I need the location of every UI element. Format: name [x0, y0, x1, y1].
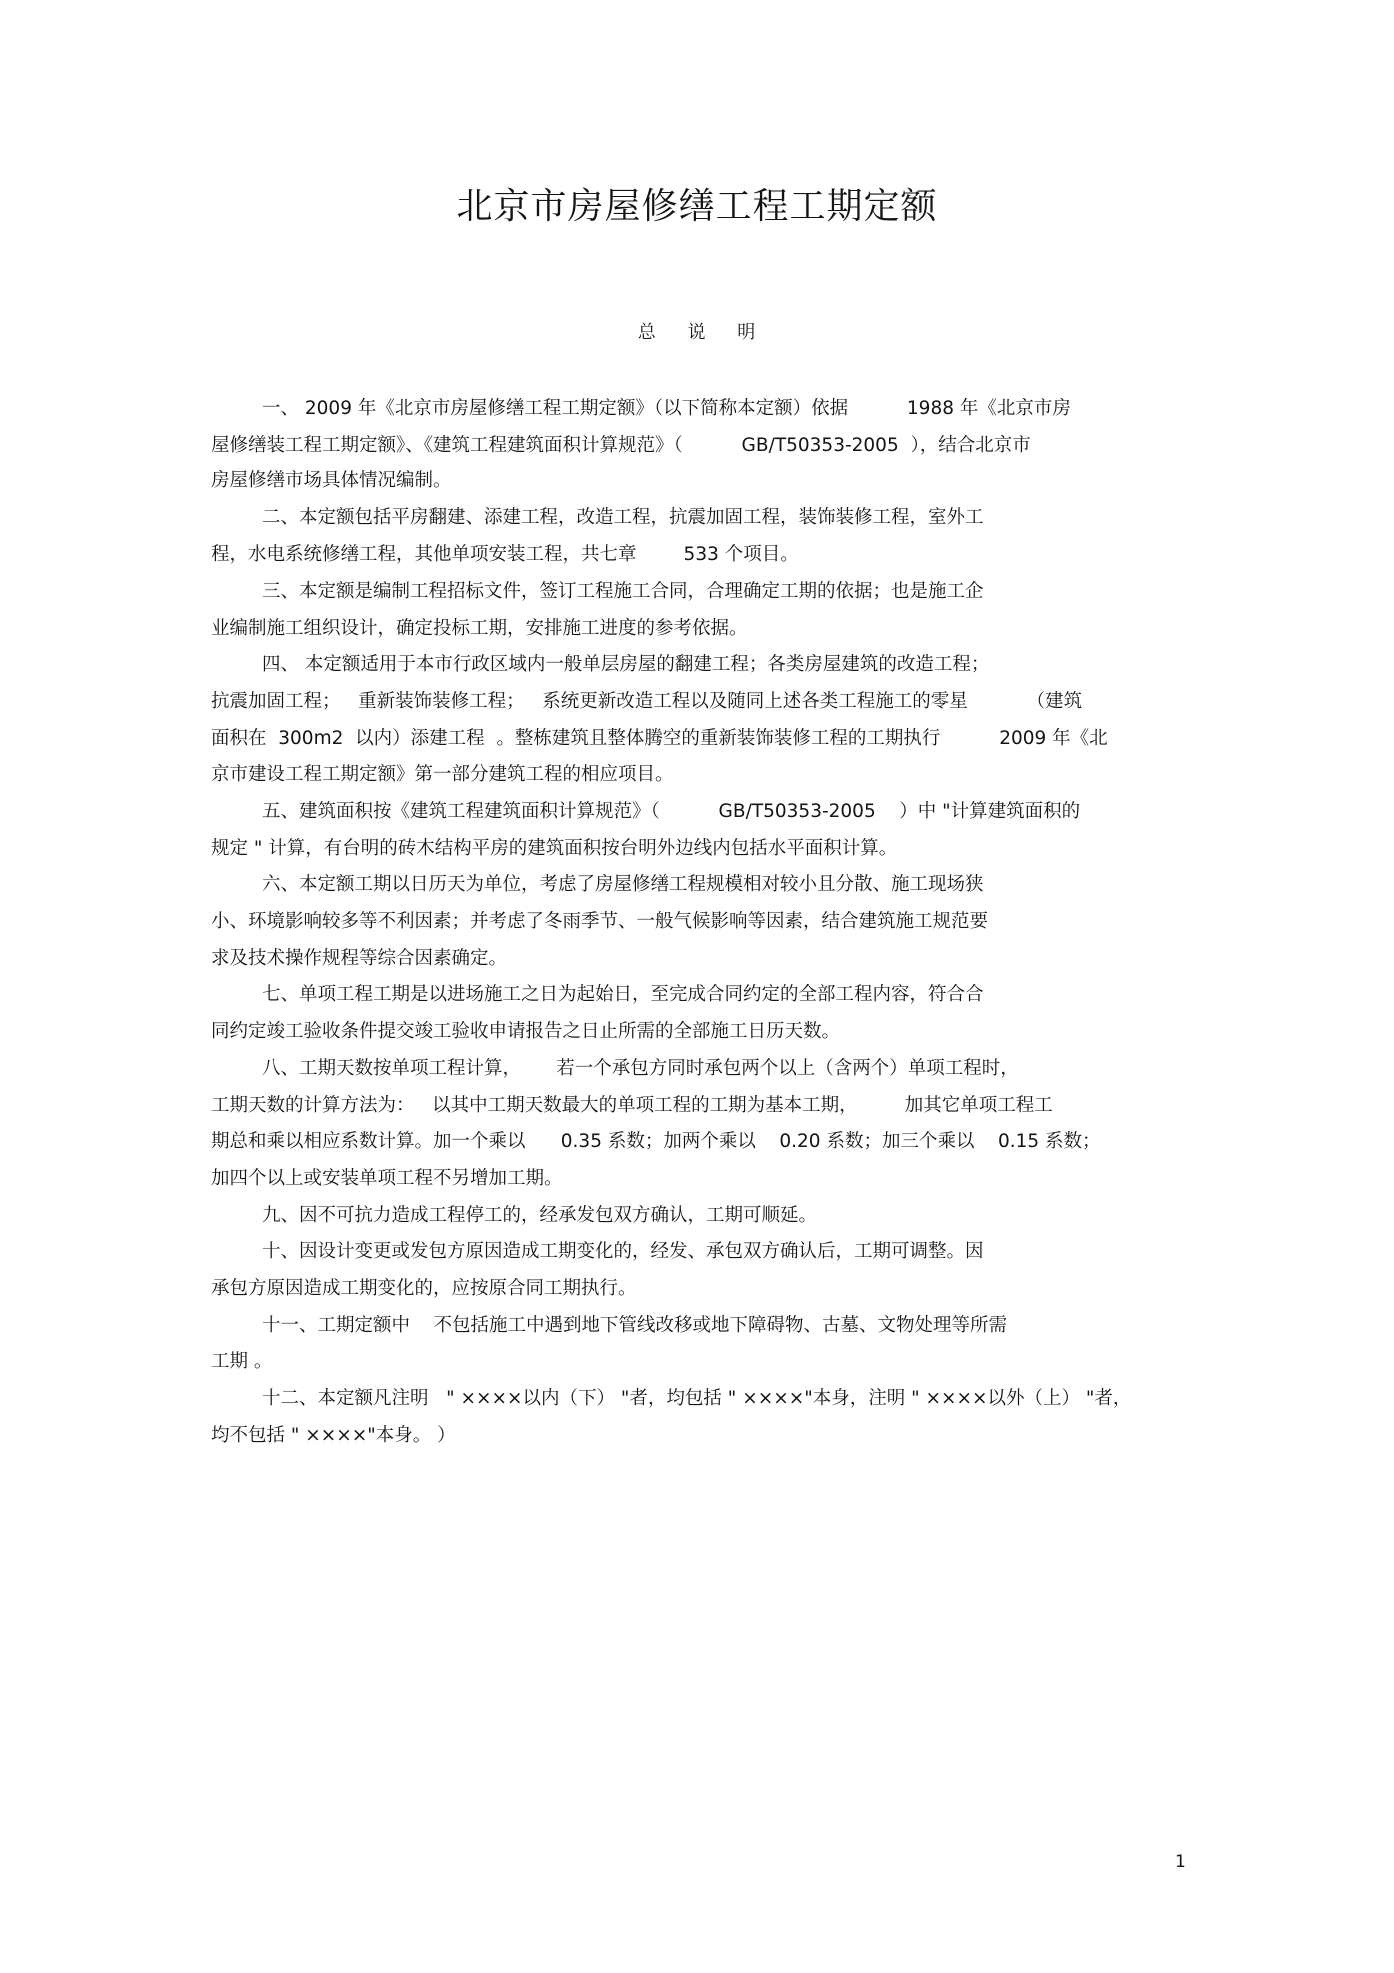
paragraph-line: 三、本定额是编制工程招标文件，签订工程施工合同，合理确定工期的依据；也是施工企	[262, 581, 984, 602]
document-title: 北京市房屋修缮工程工期定额	[456, 186, 938, 227]
paragraph-line: 五、建筑面积按《建筑工程建筑面积计算规范》（ GB/T50353-2005 ）中 "计算建筑面积的	[262, 801, 1081, 822]
paragraph-line: 求及技术操作规程等综合因素确定。	[211, 948, 508, 969]
page-number: 1	[1175, 1852, 1186, 1872]
paragraph-line: 六、本定额工期以日历天为单位，考虑了房屋修缮工程规模相对较小且分散、施工现场狭	[262, 874, 984, 895]
section-heading: 总 说 明	[637, 322, 757, 343]
paragraph-line: 四、 本定额适用于本市行政区域内一般单层房屋的翻建工程；各类房屋建筑的改造工程；	[262, 654, 990, 675]
paragraph-line: 十一、工期定额中 不包括施工中遇到地下管线改移或地下障碍物、古墓、文物处理等所需	[262, 1315, 1008, 1336]
paragraph-line: 工期 。	[211, 1351, 273, 1372]
paragraph-line: 抗震加固工程； 重新装饰装修工程； 系统更新改造工程以及随同上述各类工程施工的零星 （建筑	[211, 691, 1083, 712]
paragraph-line: 七、单项工程工期是以进场施工之日为起始日，至完成合同约定的全部工程内容，符合合	[262, 984, 984, 1005]
paragraph-line: 面积在 300m2 以内）添建工程 。整栋建筑且整体腾空的重新装饰装修工程的工期执行 2009 年《北	[211, 728, 1108, 749]
paragraph-line: 程，水电系统修缮工程，其他单项安装工程，共七章 533 个项目。	[211, 544, 799, 565]
paragraph-line: 同约定竣工验收条件提交竣工验收申请报告之日止所需的全部施工日历天数。	[211, 1021, 841, 1042]
paragraph-line: 规定 " 计算，有台明的砖木结构平房的建筑面积按台明外边线内包括水平面积计算。	[211, 838, 898, 859]
paragraph-line: 九、因不可抗力造成工程停工的，经承发包双方确认，工期可顺延。	[262, 1205, 818, 1226]
paragraph-line: 京市建设工程工期定额》第一部分建筑工程的相应项目。	[211, 764, 674, 785]
paragraph-line: 加四个以上或安装单项工程不另增加工期。	[211, 1168, 563, 1189]
paragraph-line: 十二、本定额凡注明 " ××××以内（下） "者，均包括 " ××××"本身，注明 " ××××以外（上） "者，	[262, 1388, 1132, 1409]
paragraph-line: 十、因设计变更或发包方原因造成工期变化的，经发、承包双方确认后，工期可调整。因	[262, 1241, 984, 1262]
paragraph-line: 业编制施工组织设计，确定投标工期，安排施工进度的参考依据。	[211, 618, 748, 639]
paragraph-line: 小、环境影响较多等不利因素；并考虑了冬雨季节、一般气候影响等因素，结合建筑施工规范要	[211, 911, 989, 932]
paragraph-line: 工期天数的计算方法为： 以其中工期天数最大的单项工程的工期为基本工期， 加其它单项工程工	[211, 1095, 1053, 1116]
paragraph-line: 房屋修缮市场具体情况编制。	[211, 470, 452, 491]
paragraph-line: 屋修缮装工程工期定额》、《建筑工程建筑面积计算规范》（ GB/T50353-2005 ），结合北京市	[211, 435, 1031, 456]
paragraph-line: 二、本定额包括平房翻建、添建工程，改造工程，抗震加固工程，装饰装修工程，室外工	[262, 507, 984, 528]
paragraph-line: 承包方原因造成工期变化的，应按原合同工期执行。	[211, 1278, 637, 1299]
paragraph-line: 八、工期天数按单项工程计算， 若一个承包方同时承包两个以上（含两个）单项工程时，	[262, 1058, 1019, 1079]
paragraph-line: 均不包括 " ××××"本身。 ）	[211, 1425, 456, 1446]
paragraph-line: 一、 2009 年《北京市房屋修缮工程工期定额》（以下简称本定额）依据 1988 年《北京市房	[262, 398, 1071, 419]
paragraph-line: 期总和乘以相应系数计算。加一个乘以 0.35 系数；加两个乘以 0.20 系数；加三个乘以 0.15 系数；	[211, 1131, 1101, 1152]
